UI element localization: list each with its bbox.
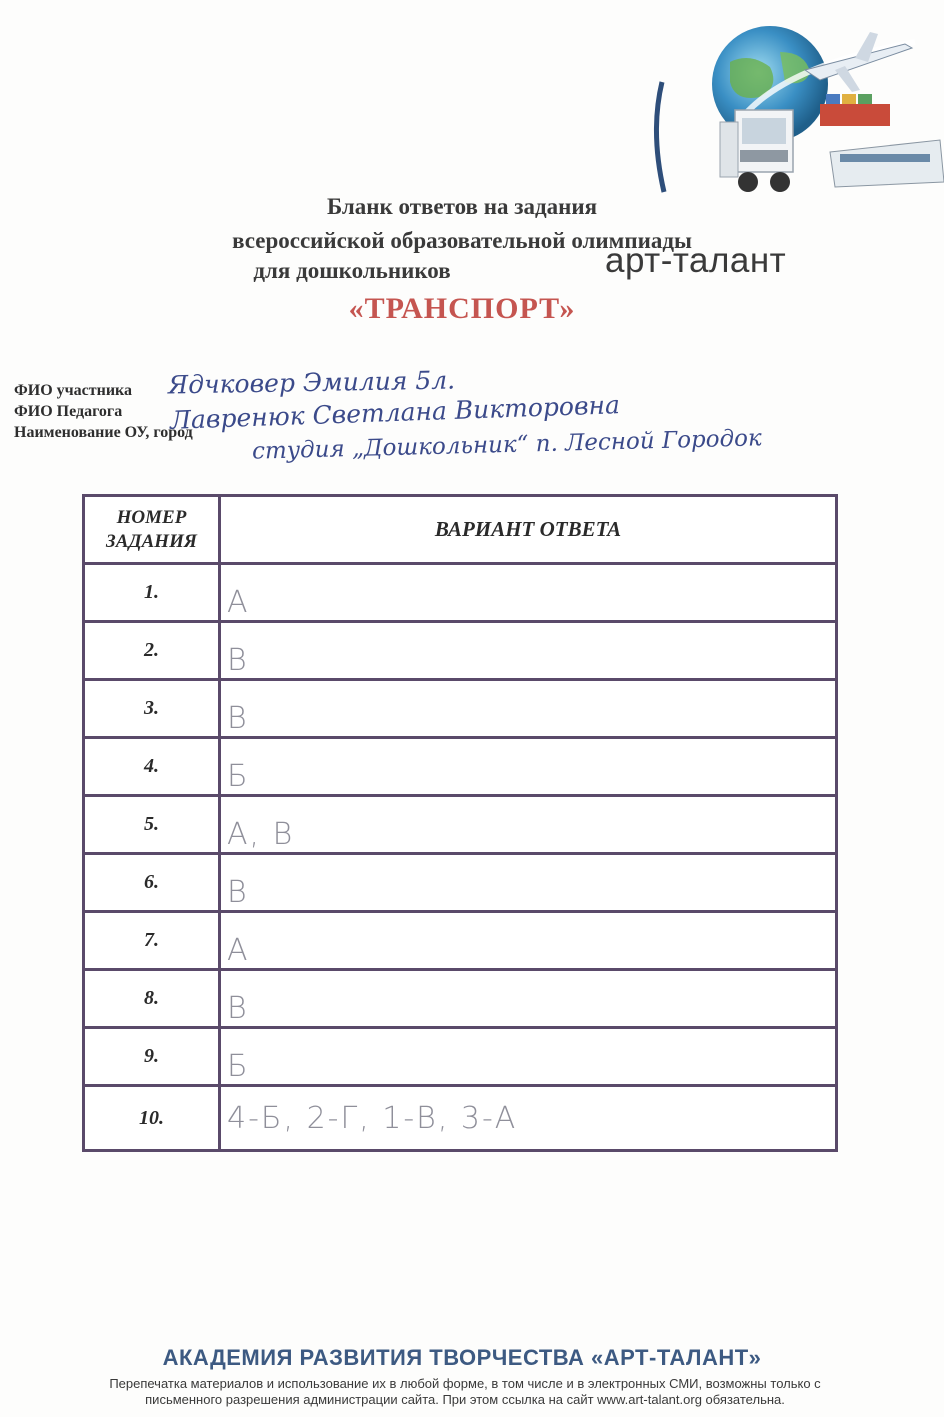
footer-academy-title: АКАДЕМИЯ РАЗВИТИЯ ТВОРЧЕСТВА «АРТ-ТАЛАНТ»: [162, 1345, 762, 1370]
task-number: 8.: [85, 971, 221, 1026]
participant-name-handwritten: Ядчковер Эмилия 5л.: [167, 365, 456, 400]
footer-copyright-note: [40, 1376, 890, 1408]
table-row: [85, 968, 835, 1026]
table-row: [85, 620, 835, 678]
task-number: 3.: [85, 681, 221, 736]
answer-field[interactable]: А: [227, 585, 250, 620]
footer-note-line-1: Перепечатка материалов и использование их в любой форме, в том числе и в электронных СМИ, возможны только с: [109, 1376, 821, 1391]
answer-field[interactable]: Б: [227, 1049, 250, 1084]
task-number-header-line-1: НОМЕР: [116, 506, 187, 528]
task-number: 10.: [85, 1087, 221, 1149]
task-number-header: [85, 497, 221, 562]
task-number: 6.: [85, 855, 221, 910]
task-number: 5.: [85, 797, 221, 852]
answer-field[interactable]: В: [227, 701, 249, 736]
task-number-header-line-2: ЗАДАНИЯ: [106, 530, 197, 552]
form-heading-line-2: всероссийской образовательной олимпиады: [232, 228, 692, 253]
brand-wordmark: арт-талант: [605, 241, 787, 280]
table-row: [85, 852, 835, 910]
answers-table: [82, 494, 838, 1152]
organization-handwritten: студия „Дошкольник“ п. Лесной Городок: [251, 425, 763, 465]
train-icon: [830, 140, 944, 187]
form-heading-line-3: для дошкольников: [253, 258, 451, 283]
table-row: [85, 910, 835, 968]
table-row: [85, 794, 835, 852]
task-number: 2.: [85, 623, 221, 678]
table-row: [85, 736, 835, 794]
table-row: [85, 1026, 835, 1084]
answer-field[interactable]: А: [227, 933, 250, 968]
answer-field[interactable]: В: [227, 643, 249, 678]
ship-icon: [820, 94, 890, 126]
task-number: 9.: [85, 1029, 221, 1084]
organization-label: Наименование ОУ, город: [14, 424, 193, 441]
answer-field[interactable]: А, В: [227, 817, 295, 852]
olympiad-title: «ТРАНСПОРТ»: [348, 292, 576, 325]
table-row: [85, 562, 835, 620]
participant-label: ФИО участника: [14, 382, 133, 399]
teacher-name-handwritten: Лавренюк Светлана Викторовна: [169, 390, 621, 435]
footer-note-line-2: письменного разрешения администрации сайта. При этом ссылка на сайт www.art-talant.org обязательна.: [145, 1392, 785, 1407]
task-number: 4.: [85, 739, 221, 794]
teacher-label: ФИО Педагога: [14, 403, 123, 420]
task-number: 1.: [85, 565, 221, 620]
answer-field[interactable]: Б: [227, 759, 250, 794]
table-header-row: [85, 497, 835, 562]
answer-field[interactable]: 4-Б, 2-Г, 1-В, 3-А: [227, 1100, 518, 1136]
answer-field[interactable]: В: [227, 875, 249, 910]
task-number: 7.: [85, 913, 221, 968]
answer-header: ВАРИАНТ ОТВЕТА: [434, 517, 622, 541]
transport-logo-image: [640, 22, 944, 212]
table-row: [85, 1084, 835, 1149]
truck-icon: [720, 110, 793, 192]
form-heading-line-1: Бланк ответов на задания: [326, 194, 598, 219]
table-row: [85, 678, 835, 736]
answer-field[interactable]: В: [227, 991, 249, 1026]
